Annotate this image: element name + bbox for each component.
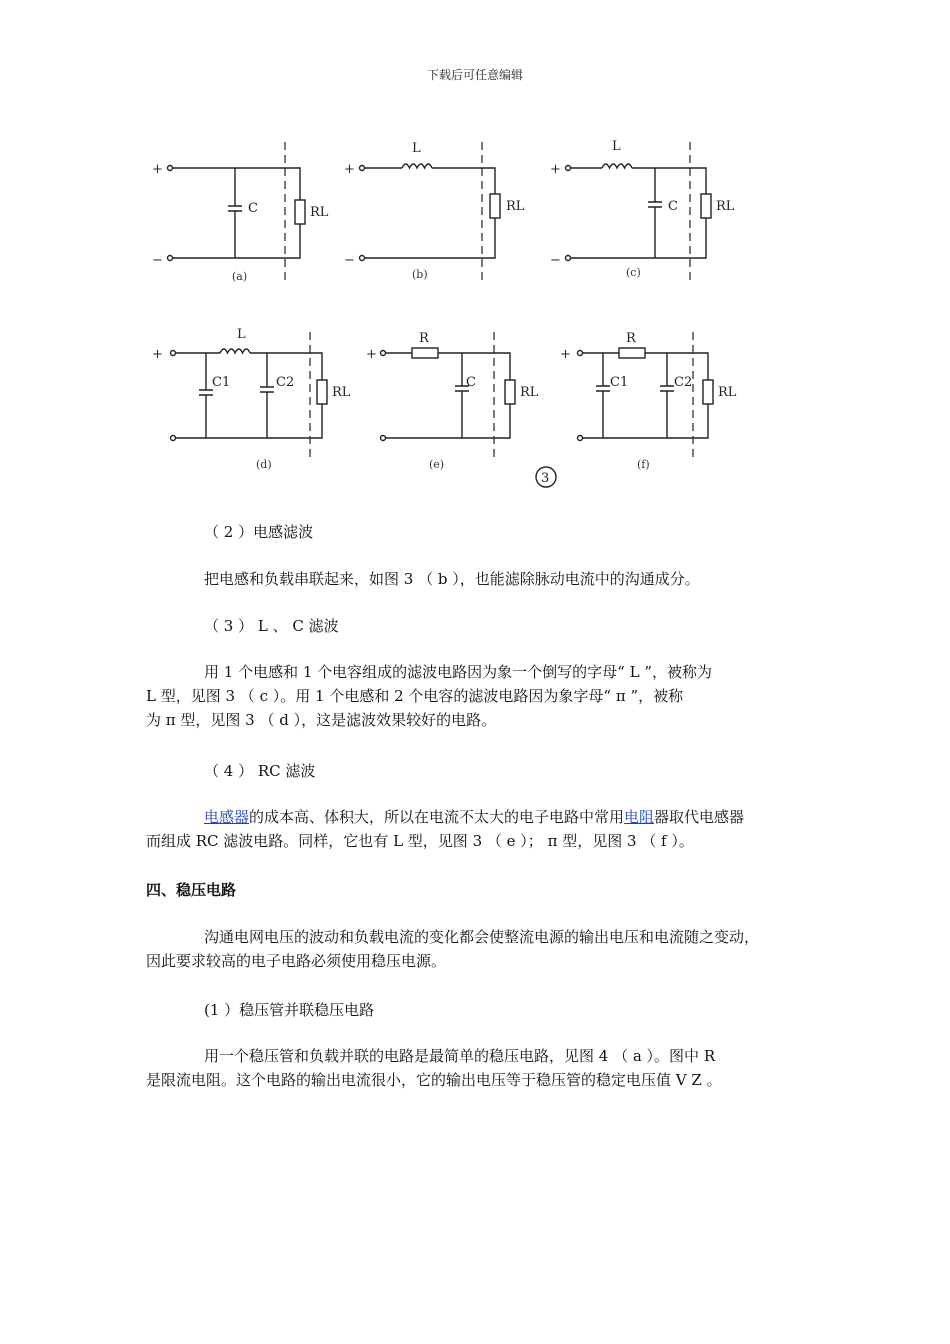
paragraph-rc-filter xyxy=(146,805,806,853)
load-resistor-b xyxy=(490,194,500,218)
resistor-link[interactable]: 电阻 xyxy=(624,808,655,826)
inductor-link[interactable]: 电感器 xyxy=(204,808,250,826)
subheading-inductor-filter: （ 2 ）电感滤波 xyxy=(204,523,314,541)
minus-terminal-a: − xyxy=(152,253,163,268)
load-label-e: RL xyxy=(520,385,539,400)
cap2-label-f: C2 xyxy=(674,375,693,390)
cap-label-c: C xyxy=(668,199,678,214)
cap1-label-d: C1 xyxy=(212,375,231,390)
paragraph-regulator-intro xyxy=(146,925,806,973)
load-label-f: RL xyxy=(718,385,737,400)
plus-terminal-c: + xyxy=(550,162,561,177)
load-resistor-c xyxy=(701,194,711,218)
page-header: 下载后可任意编辑 xyxy=(426,68,523,82)
paragraph-line: L 型，见图 3 （ c ）。用 1 个电感和 2 个电容的滤波电路因为象字母“ π ”，被称 xyxy=(146,687,684,705)
paragraph-line: 而组成 RC 滤波电路。同样，它也有 L 型，见图 3 （ e ）； π 型，见图 3 （ f ）。 xyxy=(146,832,694,850)
paragraph-text: 器取代电感器 xyxy=(654,808,745,826)
inductor-c xyxy=(602,164,632,168)
paragraph-text: 的成本高、体积大，所以在电流不太大的电子电路中常用 xyxy=(249,808,625,826)
paragraph-line: 用一个稳压管和负载并联的电路是最简单的稳压电路，见图 4 （ a ）。图中 R xyxy=(204,1047,716,1065)
series-resistor-e xyxy=(412,348,438,358)
cap1-label-f: C1 xyxy=(610,375,629,390)
ind-label-b: L xyxy=(412,141,421,156)
load-label-d: RL xyxy=(332,385,351,400)
paragraph-line: 用 1 个电感和 1 个电容组成的滤波电路因为象一个倒写的字母“ L ”，被称为 xyxy=(204,663,712,681)
subheading-rc-filter: （ 4 ） RC 滤波 xyxy=(204,762,316,780)
paragraph-line: 因此要求较高的电子电路必须使用稳压电源。 xyxy=(146,952,447,970)
ind-label-c: L xyxy=(612,139,621,154)
filter-circuits-figure xyxy=(140,132,760,492)
paragraph-lc-filter xyxy=(146,660,806,732)
plus-terminal-e: + xyxy=(366,347,377,362)
series-resistor-f xyxy=(619,348,645,358)
plus-terminal-b: + xyxy=(344,162,355,177)
terminal-dot xyxy=(168,166,173,171)
plus-terminal-a: + xyxy=(152,162,163,177)
figure-number: 3 xyxy=(541,471,550,486)
load-resistor-f xyxy=(703,380,713,404)
load-label-c: RL xyxy=(716,199,735,214)
paragraph-line: 为 π 型，见图 3 （ d ），这是滤波效果较好的电路。 xyxy=(146,711,497,729)
circuit-c xyxy=(550,139,735,282)
paragraph-inductor-filter: 把电感和负载串联起来，如图 3 （ b ），也能滤除脉动电流中的沟通成分。 xyxy=(204,570,700,588)
inductor-b xyxy=(402,164,432,168)
terminal-dot xyxy=(168,256,173,261)
circuit-diagrams xyxy=(140,132,760,492)
minus-terminal-c: − xyxy=(550,253,561,268)
caption-c: (c) xyxy=(626,266,641,279)
load-resistor-a xyxy=(295,200,305,224)
paragraph-line: 是限流电阻。这个电路的输出电流很小，它的输出电压等于稳压管的稳定电压值 V Z 。 xyxy=(146,1071,722,1089)
res-label-e: R xyxy=(419,331,429,346)
load-resistor-e xyxy=(505,380,515,404)
cap-label-a: C xyxy=(248,201,258,216)
circuit-d xyxy=(152,327,351,471)
circuit-b xyxy=(344,141,525,282)
paragraph-zener-regulator xyxy=(146,1044,806,1092)
res-label-f: R xyxy=(626,331,636,346)
load-resistor-d xyxy=(317,380,327,404)
load-label-b: RL xyxy=(506,199,525,214)
plus-terminal-f: + xyxy=(560,347,571,362)
inductor-d xyxy=(220,349,250,353)
cap-label-e: C xyxy=(466,375,476,390)
plus-terminal-d: + xyxy=(152,347,163,362)
paragraph-line xyxy=(146,805,806,829)
load-label-a: RL xyxy=(310,205,329,220)
subheading-zener-regulator: (1 ）稳压管并联稳压电路 xyxy=(204,1001,375,1019)
cap2-label-d: C2 xyxy=(276,375,295,390)
caption-a: (a) xyxy=(232,270,248,283)
caption-e: (e) xyxy=(429,458,445,471)
circuit-a xyxy=(152,142,329,283)
minus-terminal-b: − xyxy=(344,253,355,268)
ind-label-d: L xyxy=(237,327,246,342)
circuit-e xyxy=(366,331,539,471)
subheading-lc-filter: （ 3 ） L 、 C 滤波 xyxy=(204,617,339,635)
paragraph-line: 沟通电网电压的波动和负载电流的变化都会使整流电源的输出电压和电流随之变动， xyxy=(204,928,760,946)
circuit-f xyxy=(560,331,737,471)
caption-d: (d) xyxy=(256,458,272,471)
caption-b: (b) xyxy=(412,268,428,281)
section-heading-regulator: 四、稳压电路 xyxy=(146,881,237,899)
caption-f: (f) xyxy=(637,458,650,471)
